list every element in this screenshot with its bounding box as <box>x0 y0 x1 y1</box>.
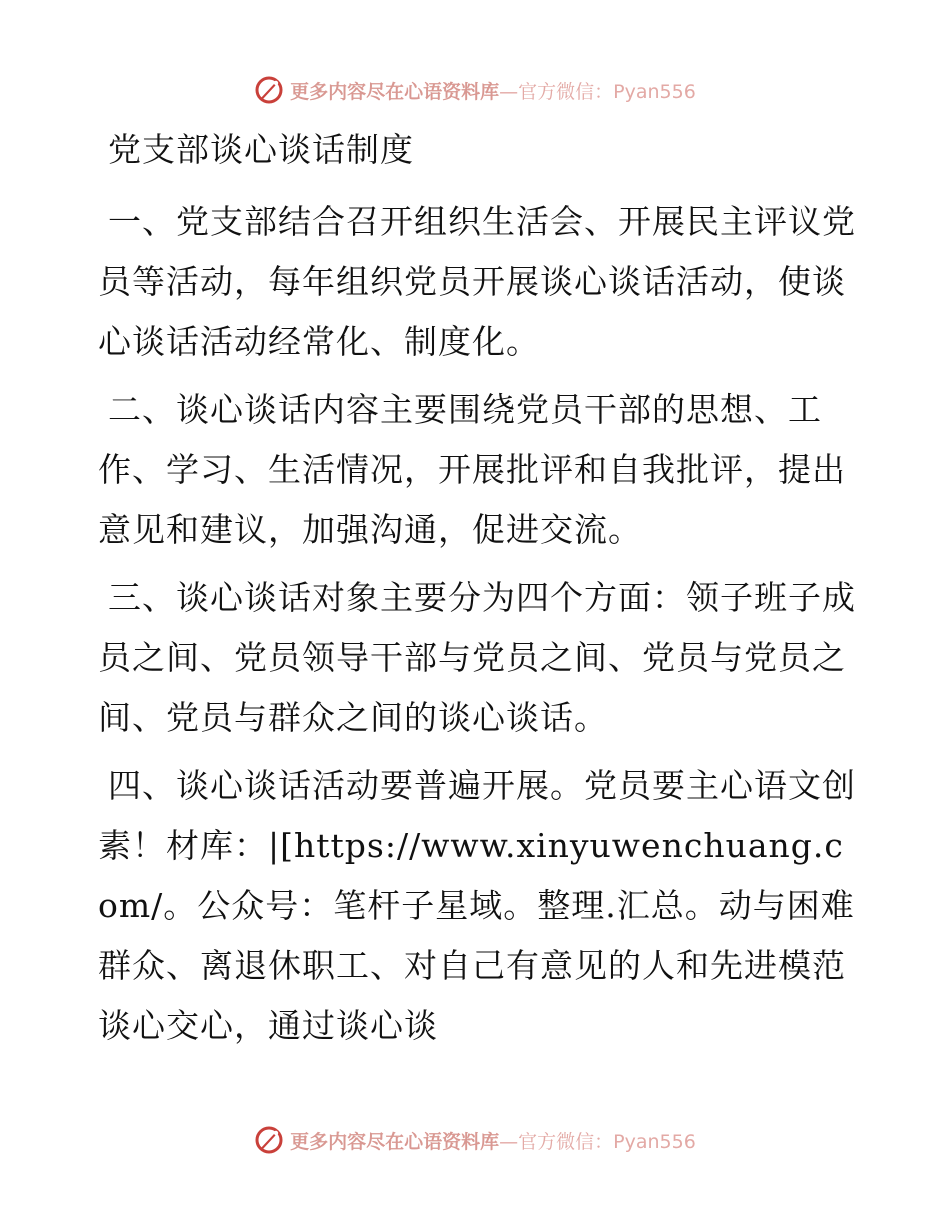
paragraph-4: 四、谈心谈话活动要普遍开展。党员要主心语文创素！材库：|[https://www.xinyuwenchuang.com/。公众号：笔杆子星域。整理.汇总。动与困难群众、离退休职工、对自己有意见的人和先进模范谈心交心，通过谈心谈 <box>98 766 856 1045</box>
footer-banner <box>0 1120 950 1160</box>
paragraph-2: 二、谈心谈话内容主要围绕党员干部的思想、工作、学习、生活情况，开展批评和自我批评，提出意见和建议，加强沟通，促进交流。 <box>98 390 846 549</box>
quill-pen-logo-icon <box>254 1125 284 1155</box>
quill-pen-logo-icon <box>254 75 284 105</box>
document-title: 党支部谈心谈话制度 <box>108 130 414 169</box>
banner-text <box>290 1127 696 1154</box>
banner-separator: — <box>499 1130 519 1153</box>
paragraph-3: 三、谈心谈话对象主要分为四个方面：领子班子成员之间、党员领导干部与党员之间、党员与党员之间、党员与群众之间的谈心谈话。 <box>98 578 856 737</box>
banner-brand-text: 更多内容尽在心语资料库 <box>290 1130 500 1153</box>
banner-brand-text: 更多内容尽在心语资料库 <box>290 80 500 103</box>
banner-wechat-text: 官方微信：Pyan556 <box>518 1130 696 1153</box>
banner-text <box>290 77 696 104</box>
banner-separator: — <box>499 80 519 103</box>
paragraph-1: 一、党支部结合召开组织生活会、开展民主评议党员等活动，每年组织党员开展谈心谈话活动，使谈心谈话活动经常化、制度化。 <box>98 202 856 361</box>
banner-wechat-text: 官方微信：Pyan556 <box>518 80 696 103</box>
document-body <box>98 120 858 1056</box>
header-banner <box>0 70 950 110</box>
